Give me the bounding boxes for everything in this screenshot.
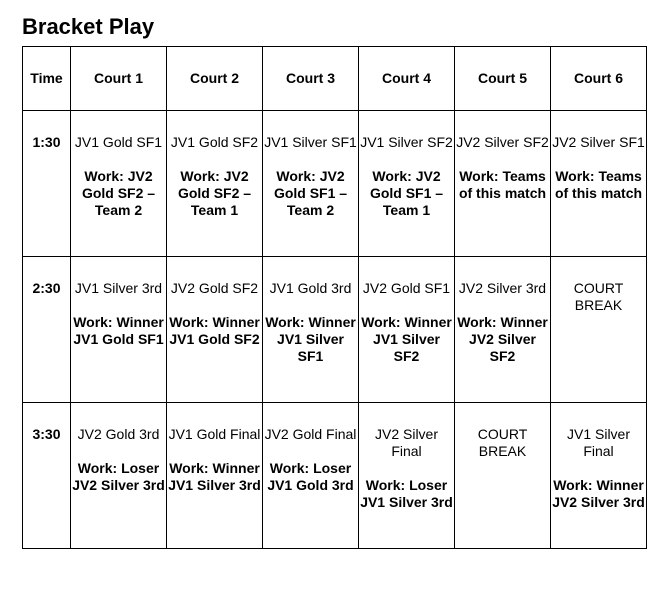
work-assignment: Work: Winner JV1 Gold SF2 bbox=[169, 314, 260, 347]
match-label: JV1 Silver Final bbox=[566, 426, 631, 459]
work-assignment: Work: JV2 Gold SF2 – Team 1 bbox=[177, 168, 252, 218]
header-court-4: Court 4 bbox=[359, 47, 455, 111]
schedule-cell bbox=[551, 111, 647, 257]
schedule-cell bbox=[455, 257, 551, 403]
match-label: JV2 Gold 3rd bbox=[77, 426, 160, 442]
match-label: JV2 Silver 3rd bbox=[458, 280, 547, 296]
header-court-5: Court 5 bbox=[455, 47, 551, 111]
work-assignment: Work: Winner JV1 Silver SF1 bbox=[265, 314, 356, 364]
work-assignment: Work: Teams of this match bbox=[554, 168, 643, 201]
work-assignment: Work: JV2 Gold SF1 – Team 1 bbox=[369, 168, 444, 218]
schedule-cell bbox=[71, 403, 167, 549]
schedule-cell bbox=[71, 111, 167, 257]
work-assignment: Work: Winner JV1 Gold SF1 bbox=[73, 314, 164, 347]
work-assignment: Work: Loser JV1 Silver 3rd bbox=[360, 477, 453, 510]
time-cell: 2:30 bbox=[23, 257, 71, 403]
match-label: JV2 Silver SF1 bbox=[552, 134, 645, 150]
work-assignment: Work: Winner JV1 Silver 3rd bbox=[168, 460, 261, 493]
match-label: JV1 Gold 3rd bbox=[269, 280, 352, 296]
work-assignment: Work: JV2 Gold SF2 – Team 2 bbox=[81, 168, 156, 218]
schedule-cell bbox=[263, 403, 359, 549]
schedule-cell bbox=[167, 403, 263, 549]
time-cell: 1:30 bbox=[23, 111, 71, 257]
schedule-cell bbox=[263, 257, 359, 403]
time-cell: 3:30 bbox=[23, 403, 71, 549]
work-assignment: Work: Teams of this match bbox=[458, 168, 547, 201]
table-row bbox=[23, 257, 647, 403]
match-label: JV1 Silver SF2 bbox=[360, 134, 453, 150]
match-label: JV2 Gold SF1 bbox=[362, 280, 451, 296]
header-court-6: Court 6 bbox=[551, 47, 647, 111]
match-label: JV1 Silver SF1 bbox=[264, 134, 357, 150]
table-row bbox=[23, 403, 647, 549]
schedule-cell bbox=[359, 257, 455, 403]
schedule-cell bbox=[455, 403, 551, 549]
work-assignment: Work: JV2 Gold SF1 – Team 2 bbox=[273, 168, 348, 218]
work-assignment: Work: Winner JV2 Silver SF2 bbox=[457, 314, 548, 364]
schedule-cell bbox=[167, 111, 263, 257]
match-label: JV2 Gold SF2 bbox=[170, 280, 259, 296]
match-label: COURT BREAK bbox=[573, 280, 624, 313]
match-label: JV2 Silver SF2 bbox=[456, 134, 549, 150]
work-assignment: Work: Loser JV2 Silver 3rd bbox=[72, 460, 165, 493]
bracket-schedule-table bbox=[22, 46, 647, 549]
schedule-cell bbox=[359, 403, 455, 549]
schedule-cell bbox=[455, 111, 551, 257]
page-title: Bracket Play bbox=[22, 14, 155, 39]
schedule-cell bbox=[263, 111, 359, 257]
header-court-2: Court 2 bbox=[167, 47, 263, 111]
header-court-3: Court 3 bbox=[263, 47, 359, 111]
match-label: JV2 Gold Final bbox=[264, 426, 357, 442]
match-label: JV1 Gold SF1 bbox=[74, 134, 163, 150]
schedule-cell bbox=[167, 257, 263, 403]
table-row bbox=[23, 111, 647, 257]
match-label: JV1 Gold Final bbox=[168, 426, 261, 442]
work-assignment: Work: Winner JV2 Silver 3rd bbox=[552, 477, 645, 510]
schedule-cell bbox=[71, 257, 167, 403]
work-assignment: Work: Winner JV1 Silver SF2 bbox=[361, 314, 452, 364]
header-court-1: Court 1 bbox=[71, 47, 167, 111]
schedule-cell bbox=[551, 403, 647, 549]
schedule-cell bbox=[359, 111, 455, 257]
header-time: Time bbox=[23, 47, 71, 111]
match-label: JV2 Silver Final bbox=[374, 426, 439, 459]
match-label: JV1 Silver 3rd bbox=[74, 280, 163, 296]
match-label: JV1 Gold SF2 bbox=[170, 134, 259, 150]
schedule-cell bbox=[551, 257, 647, 403]
header-row bbox=[23, 47, 647, 111]
match-label: COURT BREAK bbox=[477, 426, 528, 459]
work-assignment: Work: Loser JV1 Gold 3rd bbox=[267, 460, 354, 493]
